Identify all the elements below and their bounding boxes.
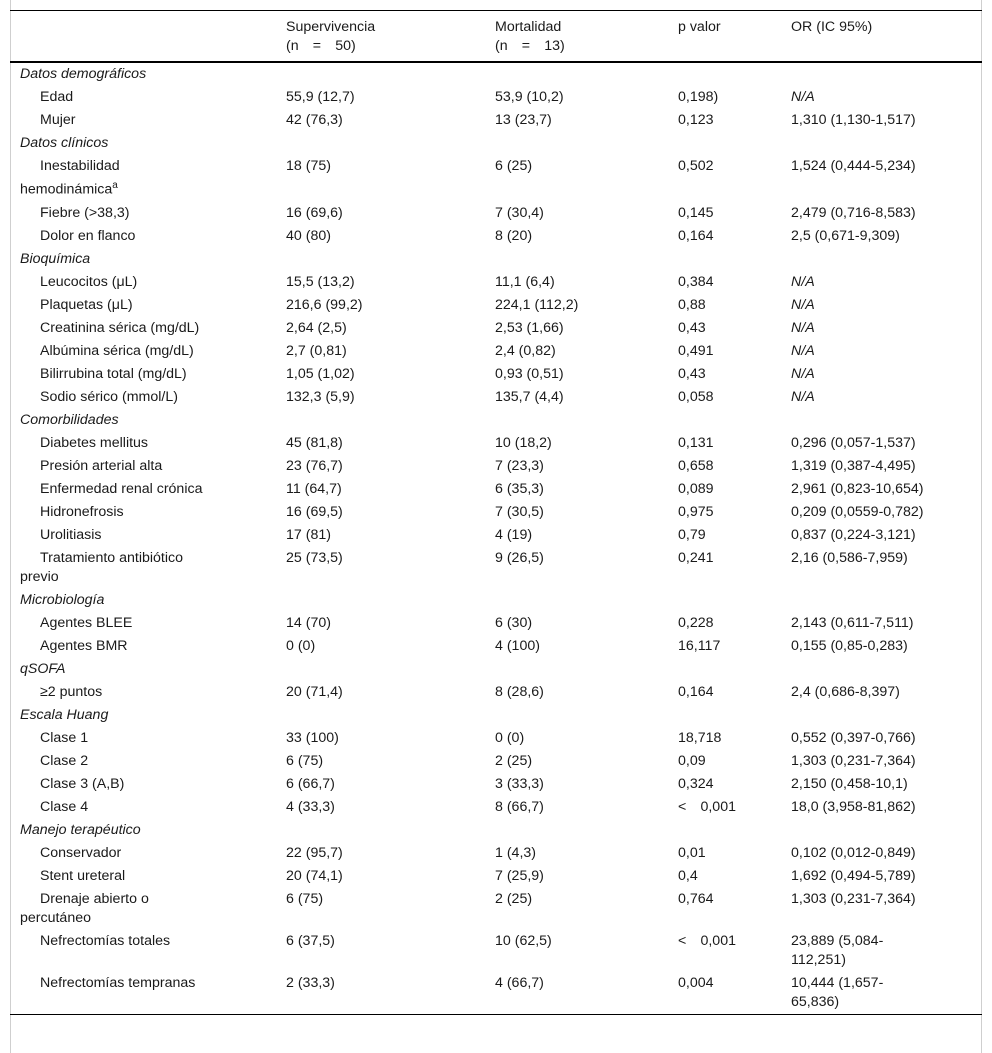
row-label-cell <box>10 386 286 409</box>
odds-ratio-cell <box>791 773 982 796</box>
header-p-value-title: p valor <box>678 19 721 35</box>
p-value-cell: 0,975 <box>678 503 714 520</box>
survival-cell: 2 (33,3) <box>286 974 335 991</box>
odds-ratio-value: N/A <box>791 273 815 290</box>
table-row <box>10 363 982 386</box>
odds-ratio-cell <box>791 612 982 635</box>
odds-ratio-value-continued: 112,251) <box>791 951 846 968</box>
section-title: Bioquímica <box>20 250 91 267</box>
row-label: ≥2 puntos <box>40 683 103 700</box>
p-value-cell: 0,004 <box>678 974 714 991</box>
table-row <box>10 271 982 294</box>
p-value-cell: 0,228 <box>678 614 714 631</box>
row-label-continued-text: previo <box>20 568 59 585</box>
header-cell-mortality <box>495 11 678 63</box>
row-label-cell <box>10 888 286 930</box>
survival-cell: 132,3 (5,9) <box>286 388 355 405</box>
row-label: Nefrectomías tempranas <box>40 974 196 991</box>
p-value-cell: 0,79 <box>678 526 706 543</box>
mortality-cell: 7 (30,5) <box>495 503 544 520</box>
mortality-cell: 4 (19) <box>495 526 533 543</box>
odds-ratio-cell <box>791 155 982 202</box>
row-label: Mujer <box>40 112 76 128</box>
odds-ratio-value: 0,209 (0,0559-0,782) <box>791 503 924 520</box>
row-label-cell <box>10 363 286 386</box>
survival-cell: 20 (74,1) <box>286 867 343 884</box>
row-label-cell <box>10 612 286 635</box>
p-value-cell: 0,164 <box>678 227 714 244</box>
odds-ratio-cell <box>791 225 982 248</box>
row-label-cell <box>10 155 286 202</box>
row-label: Agentes BMR <box>40 637 128 654</box>
odds-ratio-value: 0,102 (0,012-0,849) <box>791 844 916 861</box>
header-cell-p-value <box>678 11 791 63</box>
survival-cell: 216,6 (99,2) <box>286 296 363 313</box>
row-label: Creatinina sérica (mg/dL) <box>40 319 200 336</box>
mortality-cell: 8 (28,6) <box>495 683 544 700</box>
odds-ratio-cell <box>791 796 982 819</box>
section-title: qSOFA <box>20 660 66 677</box>
odds-ratio-cell <box>791 271 982 294</box>
row-label: Hidronefrosis <box>40 503 124 520</box>
odds-ratio-value: 0,837 (0,224-3,121) <box>791 526 916 543</box>
table-body <box>10 62 982 1014</box>
row-label-cell <box>10 524 286 547</box>
table-row <box>10 865 982 888</box>
mortality-cell: 1 (4,3) <box>495 844 537 861</box>
table-row <box>10 888 982 930</box>
table-row <box>10 294 982 317</box>
mortality-cell: 224,1 (112,2) <box>495 296 579 313</box>
odds-ratio-cell <box>791 386 982 409</box>
odds-ratio-cell <box>791 202 982 225</box>
p-value-cell: 18,718 <box>678 729 722 746</box>
row-label-cell <box>10 930 286 972</box>
survival-cell: 55,9 (12,7) <box>286 89 355 105</box>
odds-ratio-cell <box>791 972 982 1015</box>
row-label-continued <box>20 568 286 587</box>
odds-ratio-cell <box>791 340 982 363</box>
mortality-cell: 135,7 (4,4) <box>495 388 564 405</box>
header-or-title: OR (IC 95%) <box>791 19 873 35</box>
odds-ratio-value: N/A <box>791 89 815 105</box>
odds-ratio-cell <box>791 842 982 865</box>
mortality-cell: 9 (26,5) <box>495 549 544 566</box>
odds-ratio-value: 1,692 (0,494-5,789) <box>791 867 916 884</box>
section-title: Comorbilidades <box>20 411 119 428</box>
header-cell-label <box>10 11 286 63</box>
table-row <box>10 501 982 524</box>
row-label-cell <box>10 773 286 796</box>
survival-cell: 25 (73,5) <box>286 549 343 566</box>
odds-ratio-value: 1,310 (1,130-1,517) <box>791 112 916 128</box>
mortality-cell: 53,9 (10,2) <box>495 89 564 105</box>
table-row <box>10 930 982 972</box>
row-label: Clase 1 <box>40 729 89 746</box>
odds-ratio-cell <box>791 363 982 386</box>
odds-ratio-value: 2,961 (0,823-10,654) <box>791 480 924 497</box>
row-label-cell <box>10 501 286 524</box>
mortality-cell: 4 (66,7) <box>495 974 544 991</box>
section-title: Datos clínicos <box>20 135 109 151</box>
survival-cell: 2,64 (2,5) <box>286 319 347 336</box>
odds-ratio-value: 0,296 (0,057-1,537) <box>791 434 916 451</box>
row-label: Urolitiasis <box>40 526 102 543</box>
odds-ratio-cell <box>791 432 982 455</box>
survival-cell: 1,05 (1,02) <box>286 365 355 382</box>
row-label-cell <box>10 340 286 363</box>
odds-ratio-value: N/A <box>791 296 815 313</box>
odds-ratio-cell <box>791 294 982 317</box>
odds-ratio-cell <box>791 888 982 930</box>
odds-ratio-cell <box>791 478 982 501</box>
header-cell-survival <box>286 11 495 63</box>
row-label: Inestabilidad <box>40 158 120 174</box>
survival-cell: 2,7 (0,81) <box>286 342 347 359</box>
table-row <box>10 109 982 132</box>
row-label-cell <box>10 432 286 455</box>
mortality-cell: 6 (35,3) <box>495 480 544 497</box>
row-label: Agentes BLEE <box>40 614 133 631</box>
p-value-cell: 0,131 <box>678 434 714 451</box>
row-label: Fiebre (>38,3) <box>40 204 130 221</box>
table-header <box>10 11 982 63</box>
section-header-row <box>10 409 982 432</box>
mortality-cell: 6 (25) <box>495 158 533 174</box>
row-label: Clase 4 <box>40 798 89 815</box>
table-row <box>10 202 982 225</box>
header-survival-title: Supervivencia <box>286 19 376 35</box>
survival-cell: 33 (100) <box>286 729 339 746</box>
row-label-cell <box>10 547 286 589</box>
odds-ratio-value: 1,303 (0,231-7,364) <box>791 890 916 907</box>
table-row <box>10 317 982 340</box>
row-label: Tratamiento antibiótico <box>40 549 183 566</box>
table-row <box>10 432 982 455</box>
row-label-cell <box>10 294 286 317</box>
row-label: Nefrectomías totales <box>40 932 171 949</box>
row-label: Dolor en flanco <box>40 227 136 244</box>
row-label-cell <box>10 842 286 865</box>
mortality-cell: 11,1 (6,4) <box>495 273 555 290</box>
survival-cell: 16 (69,5) <box>286 503 343 520</box>
row-label-cell <box>10 635 286 658</box>
row-label-cell <box>10 972 286 1015</box>
table-row <box>10 681 982 704</box>
odds-ratio-cell <box>791 501 982 524</box>
survival-cell: 45 (81,8) <box>286 434 343 451</box>
odds-ratio-cell <box>791 750 982 773</box>
table-row <box>10 340 982 363</box>
mortality-cell: 7 (23,3) <box>495 457 544 474</box>
p-value-cell: 0,43 <box>678 365 706 382</box>
odds-ratio-value: 0,155 (0,85-0,283) <box>791 637 908 654</box>
section-title: Manejo terapéutico <box>20 821 141 838</box>
row-label-continued-text: hemodinámica <box>20 181 113 198</box>
odds-ratio-value: 10,444 (1,657- <box>791 974 884 991</box>
header-mortality-n: (n = 13) <box>495 38 565 54</box>
odds-ratio-cell <box>791 524 982 547</box>
survival-cell: 14 (70) <box>286 614 331 631</box>
section-title: Datos demográficos <box>20 66 147 82</box>
row-label: Albúmina sérica (mg/dL) <box>40 342 194 359</box>
row-label: Edad <box>40 89 74 105</box>
p-value-cell: 0,4 <box>678 867 698 884</box>
section-header-row <box>10 819 982 842</box>
table-row <box>10 796 982 819</box>
odds-ratio-value: N/A <box>791 319 815 336</box>
odds-ratio-value: 2,150 (0,458-10,1) <box>791 775 908 792</box>
odds-ratio-value-continued: 65,836) <box>791 993 840 1010</box>
footnote-marker: a <box>112 180 118 191</box>
row-label: Drenaje abierto o <box>40 890 149 907</box>
section-header-row <box>10 248 982 271</box>
odds-ratio-value: 2,4 (0,686-8,397) <box>791 683 900 700</box>
odds-ratio-value: 2,5 (0,671-9,309) <box>791 227 900 244</box>
odds-ratio-value: 18,0 (3,958-81,862) <box>791 798 916 815</box>
row-label-cell <box>10 478 286 501</box>
row-label: Diabetes mellitus <box>40 434 149 451</box>
row-label: Sodio sérico (mmol/L) <box>40 388 178 405</box>
p-value-cell: 0,384 <box>678 273 714 290</box>
survival-cell: 6 (66,7) <box>286 775 335 792</box>
p-value-cell: 0,502 <box>678 158 714 174</box>
table-row <box>10 972 982 1015</box>
row-label-cell <box>10 225 286 248</box>
p-value-cell: < 0,001 <box>678 798 736 815</box>
mortality-cell: 4 (100) <box>495 637 540 654</box>
row-label-cell <box>10 865 286 888</box>
odds-ratio-cell <box>791 547 982 589</box>
row-label: Clase 3 (A,B) <box>40 775 125 792</box>
survival-cell: 42 (76,3) <box>286 112 343 128</box>
row-label-cell <box>10 109 286 132</box>
p-value-cell: 0,88 <box>678 296 706 313</box>
row-label: Leucocitos (μL) <box>40 273 138 290</box>
mortality-cell: 7 (25,9) <box>495 867 544 884</box>
p-value-cell: 0,01 <box>678 844 706 861</box>
p-value-cell: < 0,001 <box>678 932 736 949</box>
table-row <box>10 773 982 796</box>
p-value-cell: 0,764 <box>678 890 714 907</box>
table-row <box>10 612 982 635</box>
mortality-cell: 8 (20) <box>495 227 533 244</box>
mortality-cell: 0,93 (0,51) <box>495 365 564 382</box>
mortality-cell: 7 (30,4) <box>495 204 544 221</box>
odds-ratio-cell <box>791 727 982 750</box>
row-label: Plaquetas (μL) <box>40 296 133 313</box>
p-value-cell: 0,324 <box>678 775 714 792</box>
table-row <box>10 155 982 202</box>
table-row <box>10 842 982 865</box>
row-label-continued <box>20 176 286 200</box>
header-mortality-title: Mortalidad <box>495 19 562 35</box>
odds-ratio-value: 1,524 (0,444-5,234) <box>791 158 916 174</box>
section-title: Escala Huang <box>20 706 109 723</box>
mortality-cell: 2,4 (0,82) <box>495 342 556 359</box>
mortality-cell: 6 (30) <box>495 614 533 631</box>
survival-cell: 15,5 (13,2) <box>286 273 355 290</box>
p-value-cell: 0,658 <box>678 457 714 474</box>
p-value-cell: 0,123 <box>678 112 714 128</box>
table-row <box>10 547 982 589</box>
mortality-cell: 10 (62,5) <box>495 932 552 949</box>
p-value-cell: 0,164 <box>678 683 714 700</box>
p-value-cell: 0,43 <box>678 319 706 336</box>
p-value-cell: 0,058 <box>678 388 714 405</box>
odds-ratio-value: N/A <box>791 388 815 405</box>
odds-ratio-cell <box>791 865 982 888</box>
table-row <box>10 225 982 248</box>
odds-ratio-value: 2,479 (0,716-8,583) <box>791 204 916 221</box>
header-survival-n: (n = 50) <box>286 38 356 54</box>
results-table <box>10 10 982 1015</box>
survival-cell: 6 (75) <box>286 752 324 769</box>
row-label: Presión arterial alta <box>40 457 163 474</box>
header-cell-or <box>791 11 982 63</box>
survival-cell: 6 (75) <box>286 890 324 907</box>
row-label-continued <box>20 909 286 928</box>
section-header-row <box>10 132 982 155</box>
section-header-row <box>10 704 982 727</box>
odds-ratio-cell <box>791 317 982 340</box>
odds-ratio-cell <box>791 930 982 972</box>
section-header-row <box>10 62 982 86</box>
mortality-cell: 2,53 (1,66) <box>495 319 564 336</box>
survival-cell: 22 (95,7) <box>286 844 343 861</box>
row-label: Enfermedad renal crónica <box>40 480 203 497</box>
odds-ratio-cell <box>791 455 982 478</box>
table-row <box>10 635 982 658</box>
table-row <box>10 727 982 750</box>
p-value-cell: 0,145 <box>678 204 714 221</box>
survival-cell: 40 (80) <box>286 227 331 244</box>
odds-ratio-value: 1,303 (0,231-7,364) <box>791 752 916 769</box>
row-label-cell <box>10 681 286 704</box>
header-row <box>10 11 982 63</box>
section-header-row <box>10 658 982 681</box>
row-label-continued-text: percutáneo <box>20 909 91 926</box>
table-row <box>10 750 982 773</box>
odds-ratio-value: 23,889 (5,084- <box>791 932 884 949</box>
row-label: Bilirrubina total (mg/dL) <box>40 365 187 382</box>
survival-cell: 18 (75) <box>286 158 331 174</box>
mortality-cell: 3 (33,3) <box>495 775 544 792</box>
p-value-cell: 0,241 <box>678 549 714 566</box>
row-label: Stent ureteral <box>40 867 126 884</box>
row-label: Clase 2 <box>40 752 89 769</box>
survival-cell: 6 (37,5) <box>286 932 335 949</box>
section-title: Microbiología <box>20 591 105 608</box>
row-label-cell <box>10 86 286 109</box>
row-label-cell <box>10 750 286 773</box>
mortality-cell: 10 (18,2) <box>495 434 552 451</box>
row-label: Conservador <box>40 844 122 861</box>
p-value-cell: 16,117 <box>678 637 721 654</box>
odds-ratio-value: 2,16 (0,586-7,959) <box>791 549 908 566</box>
mortality-cell: 2 (25) <box>495 890 533 907</box>
odds-ratio-value: N/A <box>791 342 815 359</box>
table-row <box>10 86 982 109</box>
mortality-cell: 13 (23,7) <box>495 112 552 128</box>
odds-ratio-value: 0,552 (0,397-0,766) <box>791 729 916 746</box>
row-label-cell <box>10 727 286 750</box>
p-value-cell: 0,198) <box>678 89 719 105</box>
survival-cell: 0 (0) <box>286 637 316 654</box>
table-row <box>10 386 982 409</box>
odds-ratio-cell <box>791 86 982 109</box>
p-value-cell: 0,491 <box>678 342 714 359</box>
odds-ratio-cell <box>791 109 982 132</box>
row-label-cell <box>10 271 286 294</box>
survival-cell: 23 (76,7) <box>286 457 343 474</box>
mortality-cell: 0 (0) <box>495 729 525 746</box>
p-value-cell: 0,09 <box>678 752 706 769</box>
odds-ratio-value: N/A <box>791 365 815 382</box>
section-header-row <box>10 589 982 612</box>
table-row <box>10 455 982 478</box>
p-value-cell: 0,089 <box>678 480 714 497</box>
survival-cell: 4 (33,3) <box>286 798 335 815</box>
row-label-cell <box>10 317 286 340</box>
table-row <box>10 524 982 547</box>
row-label-cell <box>10 202 286 225</box>
odds-ratio-value: 2,143 (0,611-7,511) <box>791 614 914 631</box>
table-row <box>10 478 982 501</box>
survival-cell: 11 (64,7) <box>286 480 342 497</box>
survival-cell: 20 (71,4) <box>286 683 343 700</box>
odds-ratio-cell <box>791 635 982 658</box>
odds-ratio-cell <box>791 681 982 704</box>
survival-cell: 16 (69,6) <box>286 204 343 221</box>
row-label-cell <box>10 796 286 819</box>
odds-ratio-value: 1,319 (0,387-4,495) <box>791 457 916 474</box>
survival-cell: 17 (81) <box>286 526 331 543</box>
mortality-cell: 2 (25) <box>495 752 533 769</box>
mortality-cell: 8 (66,7) <box>495 798 544 815</box>
row-label-cell <box>10 455 286 478</box>
